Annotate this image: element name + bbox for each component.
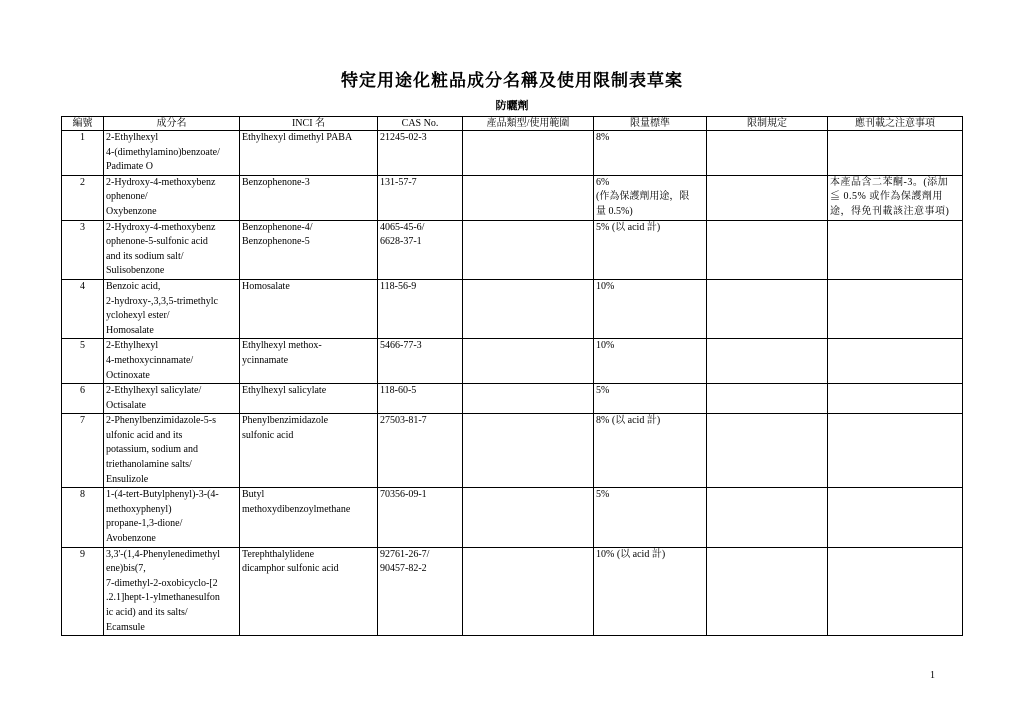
cell-number: 6	[62, 384, 104, 414]
cell-inci-name: Benzophenone-3	[240, 175, 378, 220]
cell-warnings	[828, 384, 963, 414]
header-ingredient-name: 成分名	[104, 117, 240, 131]
cell-cas-no: 92761-26-7/ 90457-82-2	[378, 547, 463, 636]
cell-number: 5	[62, 339, 104, 384]
cell-ingredient-name: 2-Ethylhexyl 4-(dimethylamino)benzoate/ Padimate O	[104, 131, 240, 176]
table-row	[62, 220, 963, 279]
cell-cas-no: 118-60-5	[378, 384, 463, 414]
table-row	[62, 175, 963, 220]
table-header-row	[62, 117, 963, 131]
table-row	[62, 339, 963, 384]
cell-number: 1	[62, 131, 104, 176]
cell-ingredient-name: 1-(4-tert-Butylphenyl)-3-(4- methoxyphenyl) propane-1,3-dione/ Avobenzone	[104, 488, 240, 547]
cell-inci-name: Ethylhexyl salicylate	[240, 384, 378, 414]
cell-limit-standard: 8%	[594, 131, 707, 176]
header-number: 編號	[62, 117, 104, 131]
cell-limit-standard: 10%	[594, 339, 707, 384]
cell-warnings	[828, 547, 963, 636]
cell-ingredient-name: 3,3'-(1,4-Phenylenedimethyl ene)bis(7, 7-dimethyl-2-oxobicyclo-[2 .2.1]hept-1-ylmethanesulfon ic acid) and its salts/ Ecamsule	[104, 547, 240, 636]
cell-number: 9	[62, 547, 104, 636]
cell-inci-name: Homosalate	[240, 279, 378, 338]
cell-product-type	[463, 220, 594, 279]
cell-number: 3	[62, 220, 104, 279]
header-limit-standard: 限量標準	[594, 117, 707, 131]
cell-restrictions	[707, 414, 828, 488]
table-row	[62, 488, 963, 547]
cell-ingredient-name: Benzoic acid, 2-hydroxy-,3,3,5-trimethylc yclohexyl ester/ Homosalate	[104, 279, 240, 338]
cell-number: 4	[62, 279, 104, 338]
cell-number: 7	[62, 414, 104, 488]
cell-number: 2	[62, 175, 104, 220]
header-restrictions: 限制規定	[707, 117, 828, 131]
cell-cas-no: 5466-77-3	[378, 339, 463, 384]
cell-inci-name: Terephthalylidene dicamphor sulfonic acid	[240, 547, 378, 636]
header-warnings: 應刊載之注意事項	[828, 117, 963, 131]
cell-warnings	[828, 339, 963, 384]
cell-warnings	[828, 279, 963, 338]
table-row	[62, 547, 963, 636]
table-row	[62, 131, 963, 176]
cell-limit-standard: 6% (作為保護劑用途，限 量 0.5%)	[594, 175, 707, 220]
cell-warnings	[828, 220, 963, 279]
cell-cas-no: 131-57-7	[378, 175, 463, 220]
cell-restrictions	[707, 279, 828, 338]
cell-product-type	[463, 131, 594, 176]
cell-product-type	[463, 488, 594, 547]
cell-restrictions	[707, 384, 828, 414]
cell-ingredient-name: 2-Ethylhexyl 4-methoxycinnamate/ Octinoxate	[104, 339, 240, 384]
cell-inci-name: Phenylbenzimidazole sulfonic acid	[240, 414, 378, 488]
cell-restrictions	[707, 488, 828, 547]
cell-warnings	[828, 414, 963, 488]
cell-product-type	[463, 279, 594, 338]
cell-restrictions	[707, 339, 828, 384]
cell-cas-no: 118-56-9	[378, 279, 463, 338]
header-product-type: 產品類型/使用範圍	[463, 117, 594, 131]
cell-restrictions	[707, 220, 828, 279]
cell-ingredient-name: 2-Hydroxy-4-methoxybenz ophenone/ Oxybenzone	[104, 175, 240, 220]
cell-inci-name: Ethylhexyl dimethyl PABA	[240, 131, 378, 176]
cell-restrictions	[707, 131, 828, 176]
cell-inci-name: Butyl methoxydibenzoylmethane	[240, 488, 378, 547]
cell-product-type	[463, 547, 594, 636]
table-row	[62, 384, 963, 414]
header-inci-name: INCI 名	[240, 117, 378, 131]
cell-ingredient-name: 2-Hydroxy-4-methoxybenz ophenone-5-sulfonic acid and its sodium salt/ Sulisobenzone	[104, 220, 240, 279]
cell-ingredient-name: 2-Phenylbenzimidazole-5-s ulfonic acid and its potassium, sodium and triethanolamine salts/ Ensulizole	[104, 414, 240, 488]
cell-limit-standard: 10% (以 acid 計)	[594, 547, 707, 636]
cell-inci-name: Ethylhexyl methox- ycinnamate	[240, 339, 378, 384]
cell-limit-standard: 8% (以 acid 計)	[594, 414, 707, 488]
cell-warnings	[828, 488, 963, 547]
sunscreen-ingredients-table	[61, 116, 963, 636]
cell-limit-standard: 5% (以 acid 計)	[594, 220, 707, 279]
cell-product-type	[463, 384, 594, 414]
section-subtitle: 防曬劑	[495, 99, 529, 112]
cell-limit-standard: 10%	[594, 279, 707, 338]
table-row	[62, 414, 963, 488]
cell-ingredient-name: 2-Ethylhexyl salicylate/ Octisalate	[104, 384, 240, 414]
cell-limit-standard: 5%	[594, 488, 707, 547]
cell-warnings	[828, 131, 963, 176]
document-title: 特定用途化粧品成分名稱及使用限制表草案	[341, 71, 683, 91]
cell-inci-name: Benzophenone-4/ Benzophenone-5	[240, 220, 378, 279]
cell-cas-no: 27503-81-7	[378, 414, 463, 488]
page-number: 1	[930, 670, 935, 681]
header-cas-no: CAS No.	[378, 117, 463, 131]
cell-restrictions	[707, 547, 828, 636]
cell-warnings: 本產品含二苯酮-3。(添加 ≦ 0.5% 或作為保護劑用 途，得免刊載該注意事項)	[828, 175, 963, 220]
cell-number: 8	[62, 488, 104, 547]
cell-product-type	[463, 339, 594, 384]
cell-limit-standard: 5%	[594, 384, 707, 414]
cell-cas-no: 70356-09-1	[378, 488, 463, 547]
cell-restrictions	[707, 175, 828, 220]
cell-product-type	[463, 414, 594, 488]
cell-cas-no: 21245-02-3	[378, 131, 463, 176]
cell-cas-no: 4065-45-6/ 6628-37-1	[378, 220, 463, 279]
table-row	[62, 279, 963, 338]
cell-product-type	[463, 175, 594, 220]
